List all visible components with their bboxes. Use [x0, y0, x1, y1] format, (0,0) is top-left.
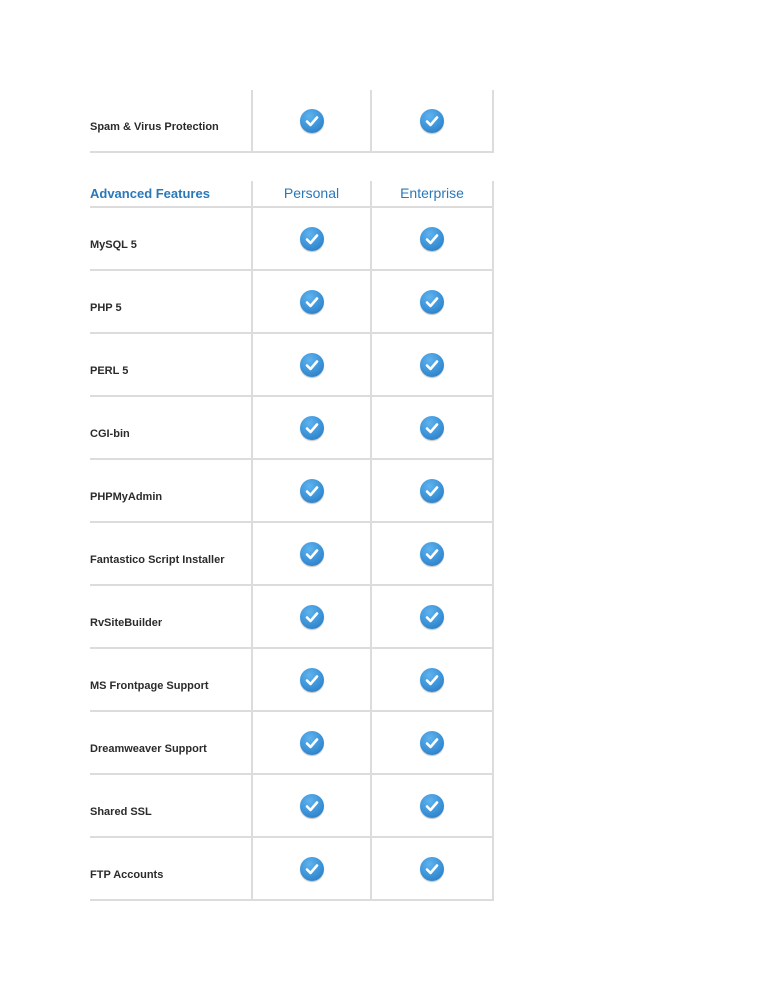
enterprise-cell	[372, 460, 494, 521]
checkmark-icon	[300, 857, 324, 881]
checkmark-icon	[300, 227, 324, 251]
column-header-label: Enterprise	[400, 185, 464, 201]
enterprise-cell	[372, 271, 494, 332]
personal-cell	[253, 397, 372, 458]
personal-cell	[253, 523, 372, 584]
table-row	[90, 334, 494, 397]
table-row	[90, 586, 494, 649]
feature-label-cell	[90, 586, 253, 647]
personal-cell	[253, 208, 372, 269]
feature-label: PHP 5	[90, 302, 122, 314]
table-row	[90, 271, 494, 334]
checkmark-icon	[420, 794, 444, 818]
checkmark-icon	[300, 109, 324, 133]
checkmark-icon	[300, 605, 324, 629]
feature-label-cell	[90, 90, 253, 151]
feature-label-cell	[90, 208, 253, 269]
checkmark-icon	[420, 542, 444, 566]
feature-label-cell	[90, 397, 253, 458]
table-row	[90, 208, 494, 271]
checkmark-icon	[300, 290, 324, 314]
table-row	[90, 397, 494, 460]
advanced-features-table	[90, 181, 494, 901]
column-header-enterprise	[372, 181, 494, 206]
enterprise-cell	[372, 90, 494, 151]
feature-label: MS Frontpage Support	[90, 680, 209, 692]
feature-label-cell	[90, 523, 253, 584]
checkmark-icon	[420, 290, 444, 314]
checkmark-icon	[420, 109, 444, 133]
feature-label-cell	[90, 775, 253, 836]
enterprise-cell	[372, 775, 494, 836]
checkmark-icon	[300, 794, 324, 818]
enterprise-cell	[372, 397, 494, 458]
enterprise-cell	[372, 649, 494, 710]
section-title: Advanced Features	[90, 186, 210, 201]
feature-label: FTP Accounts	[90, 869, 164, 881]
checkmark-icon	[420, 479, 444, 503]
feature-label: Dreamweaver Support	[90, 743, 207, 755]
checkmark-icon	[420, 731, 444, 755]
feature-label-cell	[90, 838, 253, 899]
enterprise-cell	[372, 334, 494, 395]
feature-label: PHPMyAdmin	[90, 491, 163, 503]
feature-label: Shared SSL	[90, 806, 152, 818]
table-body	[90, 208, 494, 901]
table-row	[90, 523, 494, 586]
personal-cell	[253, 586, 372, 647]
enterprise-cell	[372, 838, 494, 899]
checkmark-icon	[420, 227, 444, 251]
personal-cell	[253, 649, 372, 710]
table-row	[90, 712, 494, 775]
personal-cell	[253, 90, 372, 151]
personal-cell	[253, 334, 372, 395]
table-row	[90, 775, 494, 838]
feature-label: MySQL 5	[90, 239, 137, 251]
feature-label-cell	[90, 712, 253, 773]
personal-cell	[253, 460, 372, 521]
checkmark-icon	[420, 416, 444, 440]
checkmark-icon	[300, 731, 324, 755]
checkmark-icon	[300, 353, 324, 377]
checkmark-icon	[300, 416, 324, 440]
checkmark-icon	[300, 668, 324, 692]
feature-label: CGI-bin	[90, 428, 130, 440]
feature-label: RvSiteBuilder	[90, 617, 163, 629]
column-header-label: Personal	[283, 185, 340, 201]
feature-label: Fantastico Script Installer	[90, 554, 225, 566]
checkmark-icon	[420, 353, 444, 377]
table-row	[90, 649, 494, 712]
enterprise-cell	[372, 712, 494, 773]
enterprise-cell	[372, 208, 494, 269]
feature-label: Spam & Virus Protection	[90, 121, 219, 133]
table-row	[90, 838, 494, 901]
enterprise-cell	[372, 586, 494, 647]
feature-label-cell	[90, 271, 253, 332]
enterprise-cell	[372, 523, 494, 584]
personal-cell	[253, 838, 372, 899]
feature-label-cell	[90, 649, 253, 710]
table-row	[90, 460, 494, 523]
personal-cell	[253, 775, 372, 836]
feature-label-cell	[90, 460, 253, 521]
feature-label-cell	[90, 334, 253, 395]
feature-label: PERL 5	[90, 365, 129, 377]
personal-cell	[253, 712, 372, 773]
section-title-cell	[90, 181, 253, 206]
features-table-top	[90, 90, 494, 153]
column-header-personal	[253, 181, 372, 206]
checkmark-icon	[420, 668, 444, 692]
checkmark-icon	[420, 857, 444, 881]
table-header-row	[90, 181, 494, 208]
checkmark-icon	[420, 605, 444, 629]
personal-cell	[253, 271, 372, 332]
checkmark-icon	[300, 542, 324, 566]
table-row	[90, 90, 494, 153]
checkmark-icon	[300, 479, 324, 503]
